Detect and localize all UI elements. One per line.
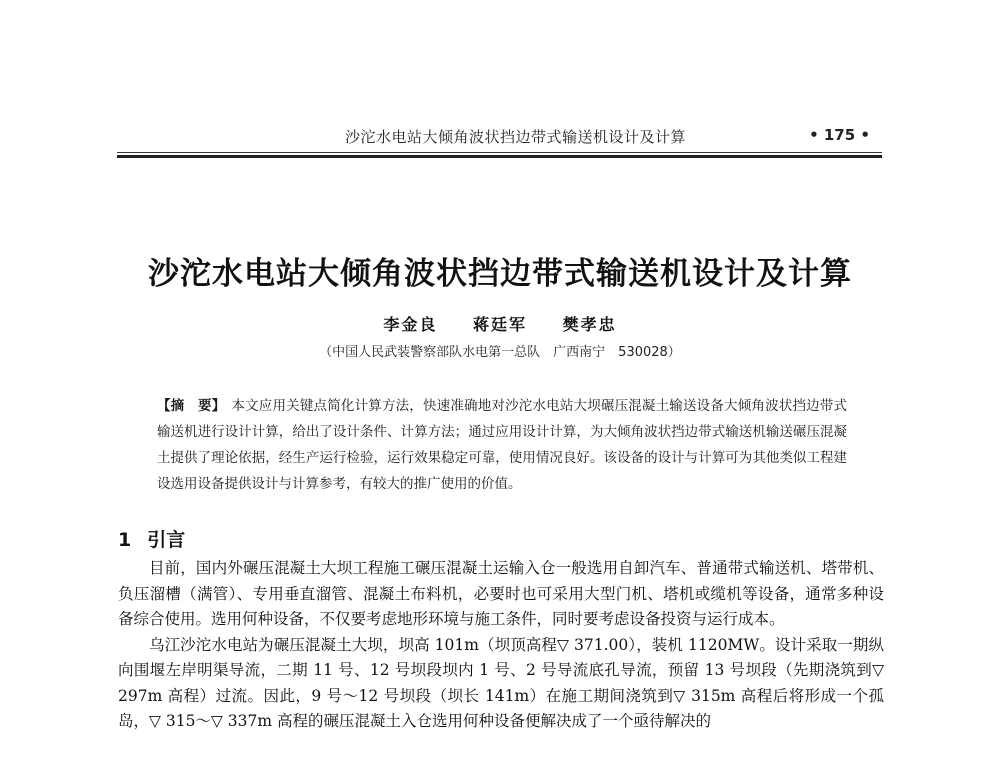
author-name: 李金良 (383, 315, 438, 334)
author-name: 樊孝忠 (562, 315, 617, 334)
body-paragraph: 目前，国内外碾压混凝土大坝工程施工碾压混凝土运输入仓一般选用自卸汽车、普通带式输送机、塔带机、负压溜槽（满管）、专用垂直溜管、混凝土布料机，必要时也可采用大型门机、塔机或缆机等设备，通常多种设备综合使用。选用何种设备，不仅要考虑地形环境与施工条件，同时要考虑设备投资与运行成本。 (118, 559, 884, 628)
abstract-label: 【摘 要】 (157, 398, 226, 414)
paper-title: 沙沱水电站大倾角波状挡边带式输送机设计及计算 (148, 256, 852, 292)
running-title: 沙沱水电站大倾角波状挡边带式输送机设计及计算 (345, 128, 687, 146)
running-header (117, 126, 882, 150)
author-list (0, 312, 1000, 335)
author-name: 蒋廷军 (472, 315, 527, 334)
affiliation: （中国人民武装警察部队水电第一总队 广西南宁 530028） (319, 345, 681, 360)
abstract-text: 本文应用关键点简化计算方法，快速准确地对沙沱水电站大坝碾压混凝土输送设备大倾角波状挡边带式输送机进行设计计算，给出了设计条件、计算方法；通过应用设计计算，为大倾角波状挡边带式输送机输送碾压混凝土提供了理论依据，经生产运行检验，运行效果稳定可靠，使用情况良好。该设备的设计与计算可为其他类似工程建设选用设备提供设计与计算参考，有较大的推广使用的价值。 (157, 398, 848, 492)
section-title: 引言 (147, 529, 186, 551)
body-paragraph: 乌江沙沱水电站为碾压混凝土大坝，坝高 101m（坝顶高程▽ 371.00），装机 1120MW。设计采取一期纵向围堰左岸明渠导流，二期 11 号、12 号坝段坝内 1 号、2 号导流底孔导流，预留 13 号坝段（先期浇筑到▽ 297m 高程）过流。因此，9 号～12 号坝段（坝长 141m）在施工期间浇筑到▽ 315m 高程后将形成一个孤岛，▽ 315～▽ 337m 高程的碾压混凝土入仓选用何种设备便解决成了一个亟待解决的 (118, 635, 884, 730)
abstract (157, 393, 847, 497)
section-number: 1 (118, 529, 132, 551)
header-rule-thick (117, 155, 882, 158)
page-number: • 175 • (809, 126, 870, 144)
section-body (118, 556, 884, 735)
header-rule (117, 152, 882, 153)
section-heading (118, 525, 185, 552)
